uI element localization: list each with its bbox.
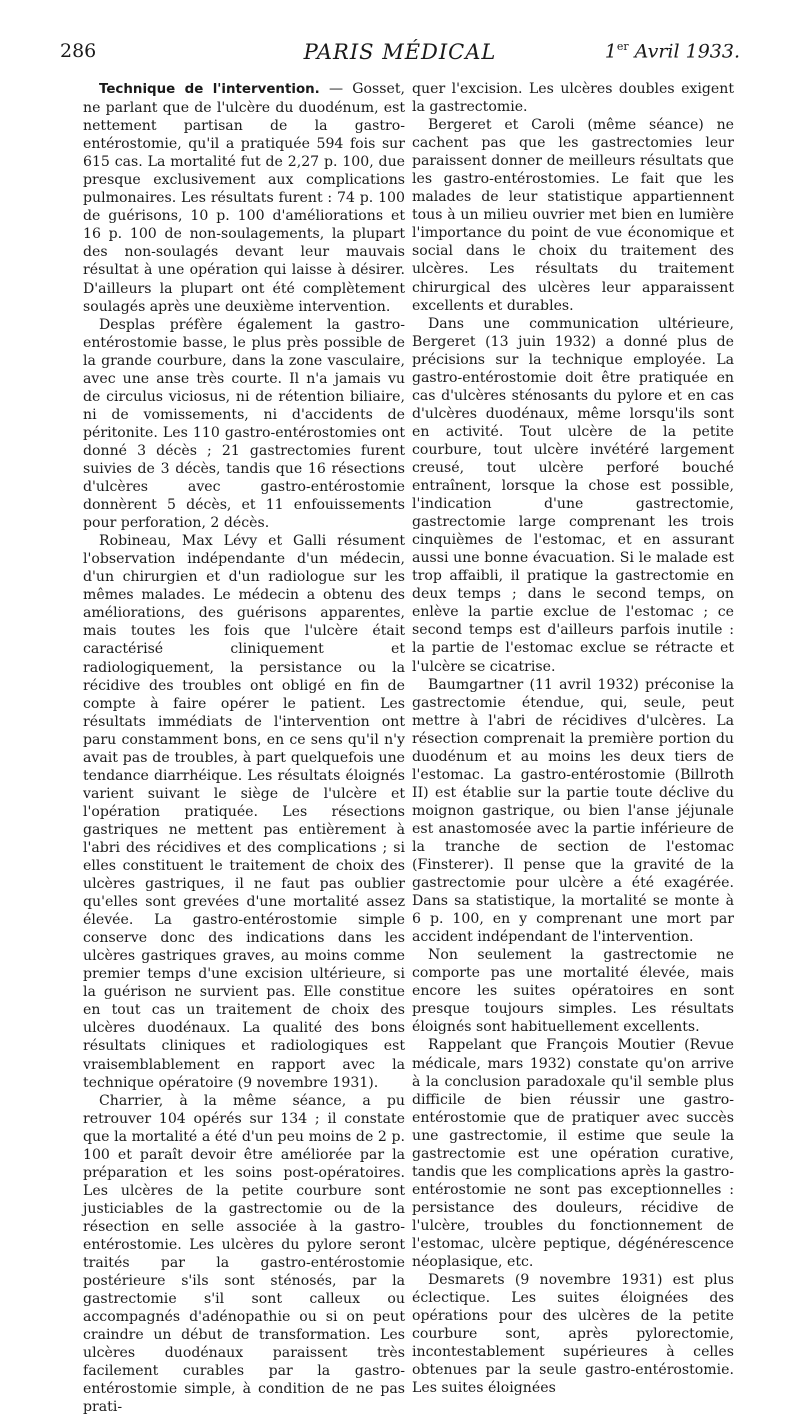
paragraph-charrier: Charrier, à la même séance, a pu retrouver 104 opérés sur 134 ; il constate que la mortalité a été d'un peu moins de 2 p. 100 et paraît devoir être améliorée par la préparation et les soins post-opératoires. Les ulcères de la petite courbure sont justiciables de la gastrectomie ou de la résection en selle associée à la gastro-entérostomie. Les ulcères du pylore seront traités par la gastro-entérostomie postérieure s'ils sont sténosés, par la gastrectomie s'il sont calleux ou accompagnés d'adénopathie ou si on peut craindre un début de transformation. Les ulcères duodénaux paraissent très facilement curables par la gastro-entérostomie simple, à condition de ne pas prati- — [83, 1092, 405, 1416]
paragraph-baumgartner: Baumgartner (11 avril 1932) préconise la gastrectomie étendue, qui, seule, peut mettre à l'abri de récidives d'ulcères. La résection comprenait la première portion du duodénum et au moins les deux tiers de l'estomac. La gastro-entérostomie (Billroth II) est établie sur la partie toute déclive du moignon gastrique, ou bien l'anse jéjunale est anastomosée avec la partie inférieure de la tranche de section de l'estomac (Finsterer). Il pense que la gravité de la gastrectomie pour ulcère a été exagérée. Dans sa statistique, la mortalité se monte à 6 p. 100, en y comprenant une mort par accident indépendant de l'intervention. — [412, 676, 734, 946]
issue-date-rest: Avril 1933. — [634, 40, 740, 63]
paragraph-bergeret: Dans une communication ultérieure, Bergeret (13 juin 1932) a donné plus de précisions sur la technique employée. La gastro-entérostomie doit être pratiquée en cas d'ulcères sténosants du pylore et en cas d'ulcères duodénaux, même lorsqu'ils sont en activité. Tout ulcère de la petite courbure, tout ulcère invétéré largement creusé, tout ulcère perforé bouché entraînent, lorsque la chose est possible, l'indication d'une gastrectomie, gastrectomie large comprenant les trois cinquièmes de l'estomac, et en assurant aussi une bonne évacuation. Si le malade est trop affaibli, il pratique la gastrectomie en deux temps ; dans le second temps, on enlève la partie exclue de l'estomac ; ce second temps est d'ailleurs parfois inutile : la partie de l'estomac exclue se rétracte et l'ulcère se cicatrise. — [412, 315, 734, 675]
paragraph-desplas: Desplas préfère également la gastro-entérostomie basse, le plus près possible de la grande courbure, dans la zone vasculaire, avec une anse très courte. Il n'a jamais vu de circulus viciosus, ni de rétention biliaire, ni de vomissements, ni d'accidents de péritonite. Les 110 gastro-entérostomies ont donné 3 décès ; 21 gastrectomies furent suivies de 3 décès, tandis que 16 résections d'ulcères avec gastro-entérostomie donnèrent 5 décès, et 11 enfouissements pour perforation, 2 décès. — [83, 316, 405, 532]
page-number: 286 — [60, 40, 97, 62]
issue-date-sup: er — [616, 40, 629, 53]
running-header — [60, 40, 740, 76]
paragraph-moutier: Rappelant que François Moutier (Revue médicale, mars 1932) constate qu'on arrive à la conclusion paradoxale qu'il semble plus difficile de bien réussir une gastro-entérostomie que de pratiquer avec succès une gastrectomie, il estime que seule la gastrectomie est une opération curative, tandis que les complications après la gastro-entérostomie ne sont pas exceptionnelles : persistance des douleurs, récidive de l'ulcère, troubles du fonctionnement de l'estomac, ulcère peptique, dégénérescence néoplasique, etc. — [412, 1037, 734, 1271]
right-column — [412, 80, 734, 1397]
section-heading: Technique de l'intervention. — [99, 82, 320, 97]
left-column — [83, 80, 405, 1416]
issue-date-day: 1 — [604, 40, 617, 63]
paragraph-non-seulement: Non seulement la gastrectomie ne comporte pas une mortalité élevée, mais encore les suites opératoires en sont presque toujours simples. Les résultats éloignés sont habituellement excellents. — [412, 947, 734, 1036]
paragraph-technique — [83, 80, 405, 316]
paragraph-bergeret-caroli: Bergeret et Caroli (même séance) ne cachent pas que les gastrectomies leur paraissent donner de meilleurs résultats que les gastro-entérostomies. Le fait que les malades de leur statistique appartiennent tous à un milieu ouvrier met bien en lumière l'importance du point de vue économique et social dans le choix du traitement des ulcères. Les résultats du traitement chirurgical des ulcères leur apparaissent excellents et durables. — [412, 117, 734, 314]
paragraph-robineau: Robineau, Max Lévy et Galli résument l'observation indépendante d'un médecin, d'un chirurgien et d'un radiologue sur les mêmes malades. Le médecin a obtenu des améliorations, des guérisons apparentes, mais toutes les fois que l'ulcère était caractérisé cliniquement et radiologiquement, la persistance ou la récidive des troubles ont obligé en fin de compte à faire opérer le patient. Les résultats immédiats de l'intervention ont paru constamment bons, en ce sens qu'il n'y avait pas de troubles, à part quelquefois une tendance diarrhéique. Les résultats éloignés varient suivant le siège de l'ulcère et l'opération pratiquée. Les résections gastriques ne mettent pas entièrement à l'abri des récidives et des complications ; si elles constituent le traitement de choix des ulcères gastriques, il ne faut pas oublier qu'elles sont grevées d'une mortalité assez élevée. La gastro-entérostomie simple conserve donc des indications dans les ulcères gastriques graves, au moins comme premier temps d'une excision ultérieure, si la guérison ne survient pas. Elle constitue en tout cas un traitement de choix des ulcères duodénaux. La qualité des bons résultats cliniques et radiologiques est vraisemblablement en rapport avec la technique opératoire (9 novembre 1931). — [83, 533, 405, 1091]
journal-title: PARIS MÉDICAL — [303, 40, 497, 64]
paragraph-desmarets: Desmarets (9 novembre 1931) est plus éclectique. Les suites éloignées des opérations pour des ulcères de la petite courbure sont, après pylorectomie, incontestablement supérieures à celles obtenues par la seule gastro-entérostomie. Les suites éloignées — [412, 1272, 734, 1397]
paragraph-continued: quer l'excision. Les ulcères doubles exigent la gastrectomie. — [412, 81, 734, 116]
issue-date — [605, 40, 740, 62]
paragraph-text: — Gosset, ne parlant que de l'ulcère du duodénum, est nettement partisan de la gastro-entérostomie, qu'il a pratiquée 594 fois sur 615 cas. La mortalité fut de 2,27 p. 100, due presque exclusivement aux complications pulmonaires. Les résultats furent : 74 p. 100 de guérisons, 10 p. 100 d'améliorations et 16 p. 100 de non-soulagements, la plupart des non-soulagés devant leur mauvais résultat à une opération qui laisse à désirer. D'ailleurs la plupart ont été complètement soulagés après une deuxième intervention. — [83, 81, 405, 315]
